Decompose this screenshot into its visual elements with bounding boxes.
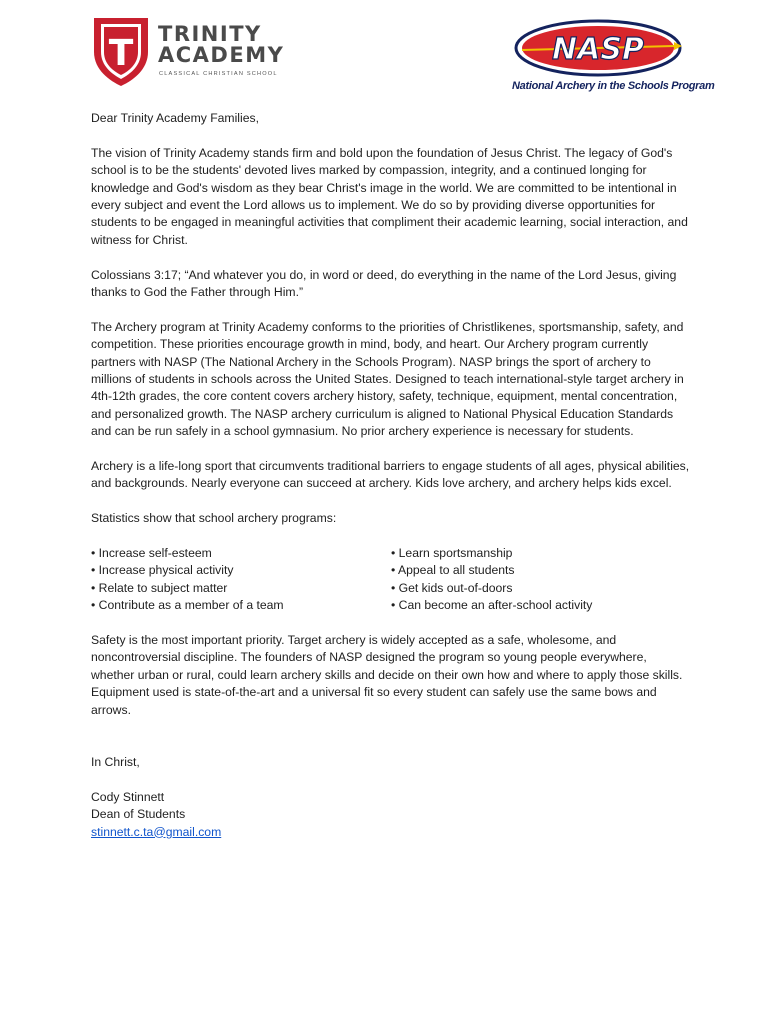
list-item: • Increase self-esteem	[91, 546, 212, 561]
greeting: Dear Trinity Academy Families,	[91, 111, 259, 125]
nasp-emblem	[512, 16, 684, 80]
statistics-list	[91, 545, 691, 615]
lifelong-sport-paragraph: Archery is a life-long sport that circumvents traditional barriers to engage students of all ages, physical abilities, and backgrounds. Nearly everyone can succeed at archery. Kids love archery, and archery helps kids excel.	[91, 459, 690, 491]
signature-block	[91, 754, 691, 841]
list-item: • Increase physical activity	[91, 563, 234, 578]
shield-letter: T	[108, 33, 134, 74]
vision-paragraph: The vision of Trinity Academy stands firm and bold upon the foundation of Jesus Christ. The legacy of God's school is to be the students' devoted lives marked by compassion, integrity, and a continued longing for knowledge and God's wisdom as they bear Christ's image in the world. We are committed to be intentional in every subject and event the Lord allows us to implement. We do so by providing diverse opportunities for students to be engaged in meaningful activities that compliment their academic learning, social interaction, and witness for Christ.	[91, 145, 688, 247]
shield-icon	[92, 16, 150, 88]
list-item: • Appeal to all students	[391, 563, 515, 578]
nasp-logo-text: NASP	[552, 32, 644, 67]
statistics-list-right	[391, 545, 691, 615]
list-item: • Can become an after-school activity	[391, 598, 593, 613]
nasp-tagline: National Archery in the Schools Program	[512, 80, 715, 92]
statistics-list-left	[91, 545, 391, 615]
list-item: • Contribute as a member of a team	[91, 598, 284, 613]
signer-name: Cody Stinnett	[91, 789, 165, 804]
signer-email-link[interactable]: stinnett.c.ta@gmail.com	[91, 824, 222, 839]
closing: In Christ,	[91, 754, 140, 769]
school-name	[158, 24, 284, 66]
school-subtitle: CLASSICAL CHRISTIAN SCHOOL	[159, 71, 278, 77]
statistics-intro: Statistics show that school archery programs:	[91, 511, 337, 526]
nasp-logo	[512, 16, 715, 98]
letter-body	[91, 110, 691, 841]
school-name-line2: ACADEMY	[158, 43, 285, 67]
school-name-line1: TRINITY	[158, 22, 262, 46]
trinity-academy-logo	[92, 16, 285, 90]
scripture-quote: Colossians 3:17; “And whatever you do, in word or deed, do everything in the name of the Lord Jesus, giving thanks to God the Father through Him.”	[91, 267, 677, 300]
list-item: • Get kids out-of-doors	[391, 580, 513, 595]
signer-title: Dean of Students	[91, 807, 186, 822]
list-item: • Learn sportsmanship	[391, 546, 513, 561]
list-item: • Relate to subject matter	[91, 580, 228, 595]
safety-paragraph: Safety is the most important priority. Target archery is widely accepted as a safe, wholesome, and noncontroversial discipline. The founders of NASP designed the program so young people everywhere, whether urban or rural, could learn archery skills and decide on their own how and where to apply those skills. Equipment used is state-of-the-art and a universal fit so every student can safely use the same bows and arrows.	[91, 633, 683, 717]
archery-program-paragraph: The Archery program at Trinity Academy conforms to the priorities of Christlikenes, sportsmanship, safety, and competition. These priorities encourage growth in mind, body, and heart. Our Archery program currently partners with NASP (The National Archery in the Schools Program). NASP brings the sport of archery to millions of students in schools across the United States. Designed to teach international-style target archery in 4th-12th grades, the core content covers archery history, safety, technique, equipment, mental concentration, and personalized growth. The NASP archery curriculum is aligned to National Physical Education Standards and can be run safely in a school gymnasium. No prior archery experience is necessary for students.	[91, 319, 684, 439]
